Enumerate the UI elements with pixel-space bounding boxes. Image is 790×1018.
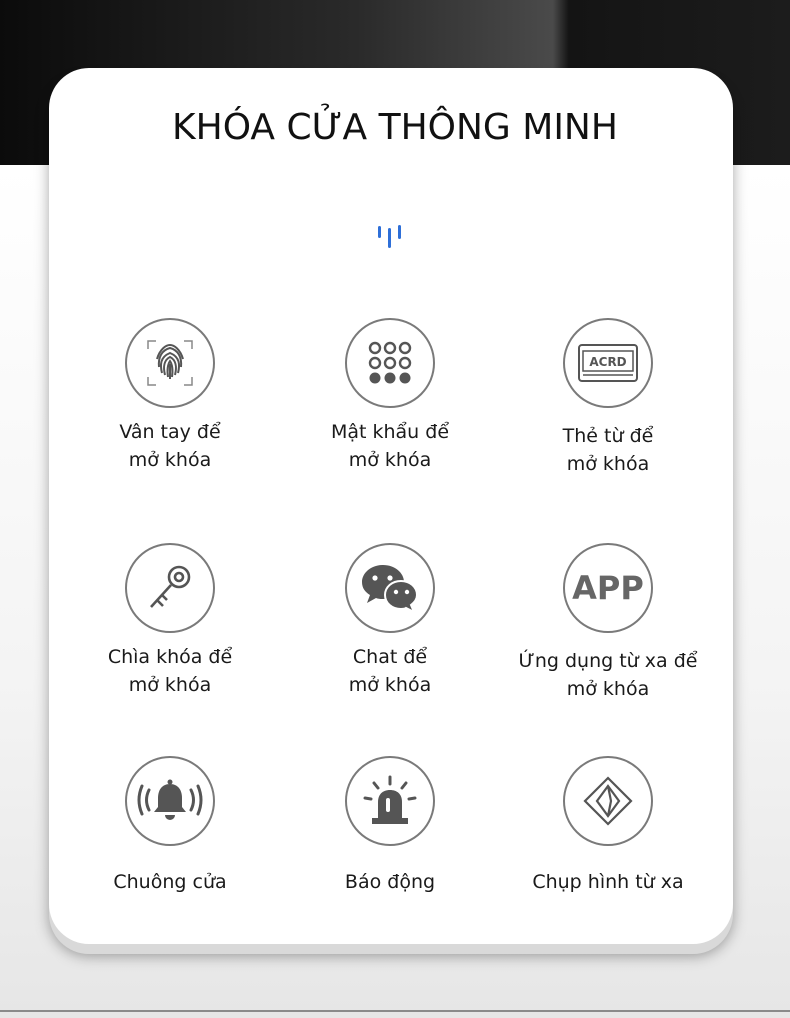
alarm-siren-icon <box>345 756 435 846</box>
fingerprint-icon <box>125 318 215 408</box>
feature-alarm <box>280 756 500 896</box>
feature-label: Mật khẩu để mở khóa <box>330 421 450 471</box>
feature-chat <box>280 543 500 699</box>
chat-icon <box>345 543 435 633</box>
feature-doorbell <box>60 756 280 896</box>
feature-password <box>280 318 500 474</box>
feature-label: Ứng dụng từ xa để mở khóa <box>518 650 698 700</box>
app-icon <box>563 543 653 633</box>
feature-label: Báo động <box>344 871 436 893</box>
page-title: KHÓA CỬA THÔNG MINH <box>172 107 618 148</box>
camera-indicator-icon <box>375 222 407 248</box>
feature-label: Vân tay để mở khóa <box>119 421 221 471</box>
feature-label: Chìa khóa để mở khóa <box>107 646 233 696</box>
feature-key <box>60 543 280 699</box>
feature-card-key <box>498 318 718 478</box>
keypad-icon <box>345 318 435 408</box>
key-icon <box>125 543 215 633</box>
svg-text:ACRD: ACRD <box>589 355 627 369</box>
feature-remote-photo <box>498 756 718 896</box>
svg-text:APP: APP <box>572 569 644 607</box>
bell-icon <box>125 756 215 846</box>
feature-label: Chuông cửa <box>113 871 227 893</box>
diamond-camera-icon <box>563 756 653 846</box>
feature-label: Thẻ từ để mở khóa <box>562 425 654 475</box>
card-icon <box>563 318 653 408</box>
feature-app <box>498 543 718 703</box>
feature-label: Chụp hình từ xa <box>532 871 684 893</box>
feature-fingerprint <box>60 318 280 474</box>
bottom-divider <box>0 1010 790 1012</box>
feature-label: Chat để mở khóa <box>348 646 432 696</box>
